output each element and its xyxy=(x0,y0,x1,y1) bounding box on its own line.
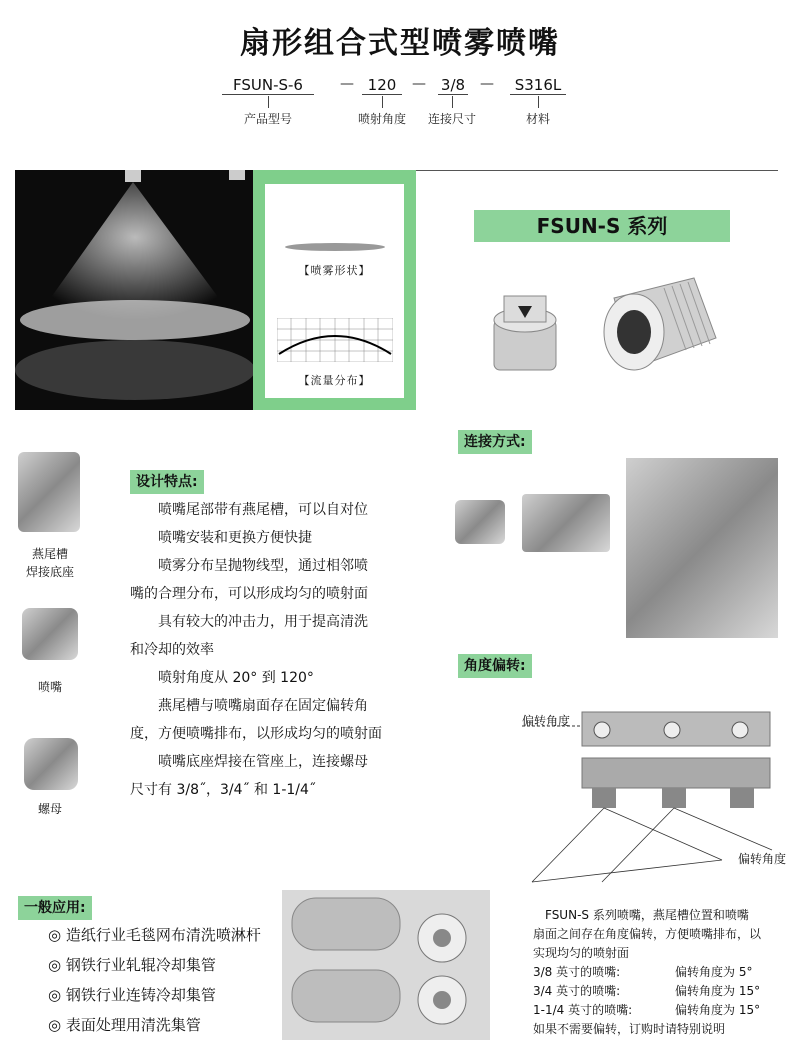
angle-note-footer: 如果不需要偏转，订购时请特别说明 xyxy=(533,1022,726,1036)
nozzle-part-image xyxy=(22,608,78,660)
design-label: 设计特点: xyxy=(130,470,204,494)
label-material: 材料 xyxy=(525,112,550,126)
angle-row xyxy=(533,1001,783,1020)
angle-row-size: 1-1/4 英寸的喷嘴: xyxy=(533,1003,633,1017)
angle-row-size: 3/4 英寸的喷嘴: xyxy=(533,984,621,998)
spray-shape-caption: 【喷雾形状】 xyxy=(298,264,371,277)
model-code: FSUN-S-6 xyxy=(222,76,314,95)
application-item: ◎ 造纸行业毛毯网布清洗喷淋杆 xyxy=(48,926,261,944)
angle-label: 角度偏转: xyxy=(458,654,532,678)
connection-base-image xyxy=(522,494,610,552)
design-line: 喷射角度从 20° 到 120° xyxy=(158,670,314,686)
application-list xyxy=(48,920,288,1040)
angle-note-line: 扇面之间存在角度偏转，方便喷嘴排布，以 xyxy=(533,927,762,941)
design-line: 喷嘴底座焊接在管座上，连接螺母 xyxy=(158,754,368,770)
nozzle-tip-image xyxy=(480,290,570,376)
application-item: ◎ 钢铁行业连铸冷却集管 xyxy=(48,986,216,1004)
model-angle: 120 xyxy=(362,76,402,95)
page-title: 扇形组合式型喷雾喷嘴 xyxy=(240,26,560,61)
angle-row-value: 偏转角度为 5° xyxy=(675,965,753,979)
application-label: 一般应用: xyxy=(18,896,92,920)
design-line: 燕尾槽与喷嘴扇面存在固定偏转角 xyxy=(158,698,368,714)
connection-pipe-photo xyxy=(626,458,778,638)
design-line: 尺寸有 3/8˝，3/4˝ 和 1-1/4˝ xyxy=(130,782,316,798)
tick-4 xyxy=(538,96,539,108)
model-size: 3/8 xyxy=(438,76,468,95)
application-item: ◎ 表面处理用清洗集管 xyxy=(48,1016,201,1034)
angle-row xyxy=(533,982,783,1001)
deflection-label-top: 偏转角度 xyxy=(522,714,571,728)
part-label-nozzle: 喷嘴 xyxy=(37,680,62,694)
separator-1: — xyxy=(340,76,354,92)
spray-shape-graphic xyxy=(285,240,385,254)
connection-nozzle-image xyxy=(455,500,505,544)
model-material: S316L xyxy=(510,76,566,95)
label-spray-angle: 喷射角度 xyxy=(357,112,406,126)
design-line: 和冷却的效率 xyxy=(130,642,214,658)
divider xyxy=(416,170,778,171)
part-label-nut: 螺母 xyxy=(37,802,62,816)
angle-row xyxy=(533,963,783,982)
welding-base-part-image xyxy=(18,452,80,532)
deflection-label-bottom: 偏转角度 xyxy=(738,852,787,866)
tick-2 xyxy=(382,96,383,108)
angle-row-value: 偏转角度为 15° xyxy=(675,984,761,998)
design-line: 度，方便喷嘴排布，以形成均匀的喷射面 xyxy=(130,726,382,742)
design-text xyxy=(130,496,420,804)
spray-info-panel xyxy=(253,170,416,410)
design-line: 喷嘴尾部带有燕尾槽，可以自对位 xyxy=(158,502,368,518)
part-label-welding-base: 焊接底座 xyxy=(25,565,74,579)
spray-photo xyxy=(15,170,253,410)
angle-note-line: FSUN-S 系列喷嘴，燕尾槽位置和喷嘴 xyxy=(545,908,749,922)
design-line: 具有较大的冲击力，用于提高清洗 xyxy=(158,614,368,630)
angle-note-line: 实现均匀的喷射面 xyxy=(533,946,630,960)
application-item: ◎ 钢铁行业轧辊冷却集管 xyxy=(48,956,216,974)
design-line: 喷嘴安装和更换方便快捷 xyxy=(158,530,312,546)
flow-distribution-graphic xyxy=(277,318,393,362)
tick-3 xyxy=(452,96,453,108)
separator-2: — xyxy=(412,76,426,92)
part-label-dovetail: 燕尾槽 xyxy=(31,547,68,561)
tick-1 xyxy=(268,96,269,108)
welding-base-image xyxy=(594,268,724,376)
angle-row-size: 3/8 英寸的喷嘴: xyxy=(533,965,621,979)
design-line: 嘴的合理分布，可以形成均匀的喷射面 xyxy=(130,586,368,602)
separator-3: — xyxy=(480,76,494,92)
connection-label: 连接方式: xyxy=(458,430,532,454)
spray-info-inner xyxy=(265,184,404,398)
label-product-model: 产品型号 xyxy=(243,112,292,126)
series-title: FSUN-S 系列 xyxy=(474,210,730,242)
angle-row-value: 偏转角度为 15° xyxy=(675,1003,761,1017)
nut-part-image xyxy=(24,738,78,790)
design-line: 喷雾分布呈抛物线型，通过相邻喷 xyxy=(158,558,368,574)
angle-deflection-diagram xyxy=(522,700,780,890)
label-connection-size: 连接尺寸 xyxy=(427,112,476,126)
flow-distribution-caption: 【流量分布】 xyxy=(298,374,371,387)
application-illustration xyxy=(282,890,490,1040)
angle-note xyxy=(533,906,783,1039)
